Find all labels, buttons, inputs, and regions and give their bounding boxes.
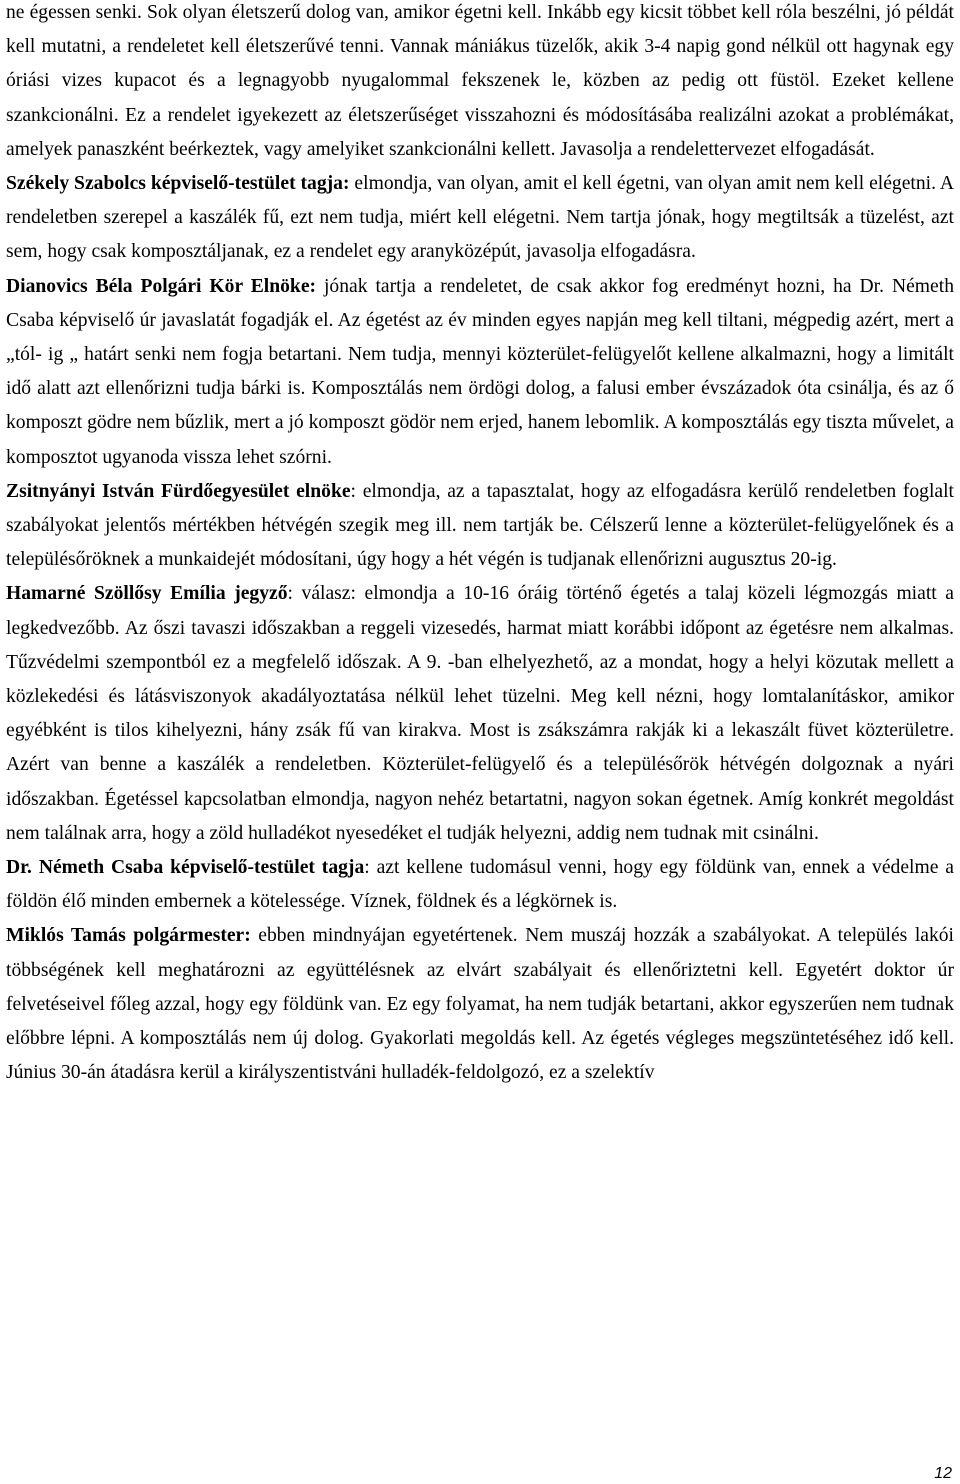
speaker-name: Hamarné Szöllősy Emília jegyző <box>6 583 288 605</box>
paragraph-text: : azt kellene tudomásul venni, hogy egy földünk van, ennek a védelme a földön élő minden embernek a kötelessége. Víznek, földnek és a légkörnek is. <box>6 857 954 913</box>
speaker-name: Miklós Tamás polgármester: <box>6 925 251 947</box>
paragraph-text: : elmondja, az a tapasztalat, hogy az elfogadásra kerülő rendeletben foglalt szabályokat jelentős mértékben hétvégén szegik meg ill. nem tartják be. Célszerű lenne a közterület-felügyelőnek és a településőröknek a munkaidejét módosítani, úgy hogy a hét végén is tudjanak ellenőrizni augusztus 20-ig. <box>6 480 954 571</box>
document-body <box>6 0 954 1091</box>
page-number: 12 <box>934 1465 952 1482</box>
speaker-name: Dr. Németh Csaba képviselő-testület tagja <box>6 857 365 879</box>
paragraph-text: : válasz: elmondja a 10-16 óráig történő égetés a talaj közeli légmozgás miatt a legkedvezőbb. Az őszi tavaszi időszakban a reggeli vizesedés, harmat miatt korábbi időpont az égetésre nem alkalmas. Tűzvédelmi szempontból ez a megfelelő időszak. A 9. -ban elhelyezhető, az a mondat, hogy a helyi közutak mellett a közlekedési és látásviszonyok akadályoztatása nélkül lehet tüzelni. Meg kell nézni, hogy lomtalanításkor, amikor egyébként is tilos kihelyezni, hány zsák fű van kirakva. Most is zsákszámra rakják ki a lekaszált füvet közterületre. Azért van benne a kaszálék a rendeletben. Közterület-felügyelő és a településőrök hétvégén dolgoznak a nyári időszakban. Égetéssel kapcsolatban elmondja, nagyon nehéz betartatni, nagyon sokan égetnek. Amíg konkrét megoldást nem találnak arra, hogy a zöld hulladékot nyesedéket el tudják helyezni, addig nem tudnak mit csinálni. <box>6 583 954 844</box>
paragraph <box>6 577 954 851</box>
paragraph <box>6 919 954 1090</box>
paragraph <box>6 0 954 167</box>
paragraph-text: ne égessen senki. Sok olyan életszerű dolog van, amikor égetni kell. Inkább egy kicsit többet kell róla beszélni, jó példát kell mutatni, a rendeletet kell életszerűvé tenni. Vannak mániákus tüzelők, akik 3-4 napig gond nélkül ott hagynak egy óriási vizes kupacot és a legnagyobb nyugalommal fekszenek le, közben az pedig ott füstöl. Ezeket kellene szankcionálni. Ez a rendelet igyekezett az életszerűséget visszahozni és módosításába realizálni azokat a problémákat, amelyek panaszként beérkeztek, vagy amelyiket szankcionálni kellett. Javasolja a rendelettervezet elfogadását. <box>6 2 954 160</box>
paragraph <box>6 475 954 578</box>
paragraph <box>6 851 954 919</box>
speaker-name: Dianovics Béla Polgári Kör Elnöke: <box>6 275 317 297</box>
paragraph <box>6 270 954 475</box>
speaker-name: Székely Szabolcs képviselő-testület tagja: <box>6 173 350 195</box>
paragraph-text: elmondja, van olyan, amit el kell égetni, van olyan amit nem kell elégetni. A rendeletben szerepel a kaszálék fű, ezt nem tudja, miért kell elégetni. Nem tartja jónak, hogy megtiltsák a tüzelést, azt sem, hogy csak komposztáljanak, ez a rendelet egy aranyközépút, javasolja elfogadásra. <box>6 173 954 263</box>
speaker-name: Zsitnyányi István Fürdőegyesület elnöke <box>6 480 351 502</box>
paragraph-text: ebben mindnyájan egyetértenek. Nem muszáj hozzák a szabályokat. A település lakói többségének kell meghatározni az együttélésnek az elvárt szabályait és ellenőriztetni kell. Egyetért doktor úr felvetéseivel főleg azzal, hogy egy földünk van. Ez egy folyamat, ha nem tudják betartani, akkor egyszerűen nem tudnak előbbre lépni. A komposztálás nem új dolog. Gyakorlati megoldás kell. Az égetés végleges megszüntetéséhez idő kell. Június 30-án átadásra kerül a királyszentistváni hulladék-feldolgozó, ez a szelektív <box>6 925 955 1084</box>
paragraph <box>6 167 954 270</box>
paragraph-text: jónak tartja a rendeletet, de csak akkor fog eredményt hozni, ha Dr. Németh Csaba képviselő úr javaslatát fogadják el. Az égetést az év minden egyes napján meg kell tiltani, mégpedig azért, mert a „tól- ig „ határt senki nem fogja betartani. Nem tudja, mennyi közterület-felügyelőt kellene alkalmazni, hogy a limitált idő alatt azt ellenőrizni tudja bárki is. Komposztálás nem ördögi dolog, a falusi ember évszázadok óta csinálja, és az ő komposzt gödre nem bűzlik, mert a jó komposzt gödör nem erjed, hanem lebomlik. A komposztálás egy tiszta művelet, a komposztot ugyanoda vissza lehet szórni. <box>6 275 954 468</box>
